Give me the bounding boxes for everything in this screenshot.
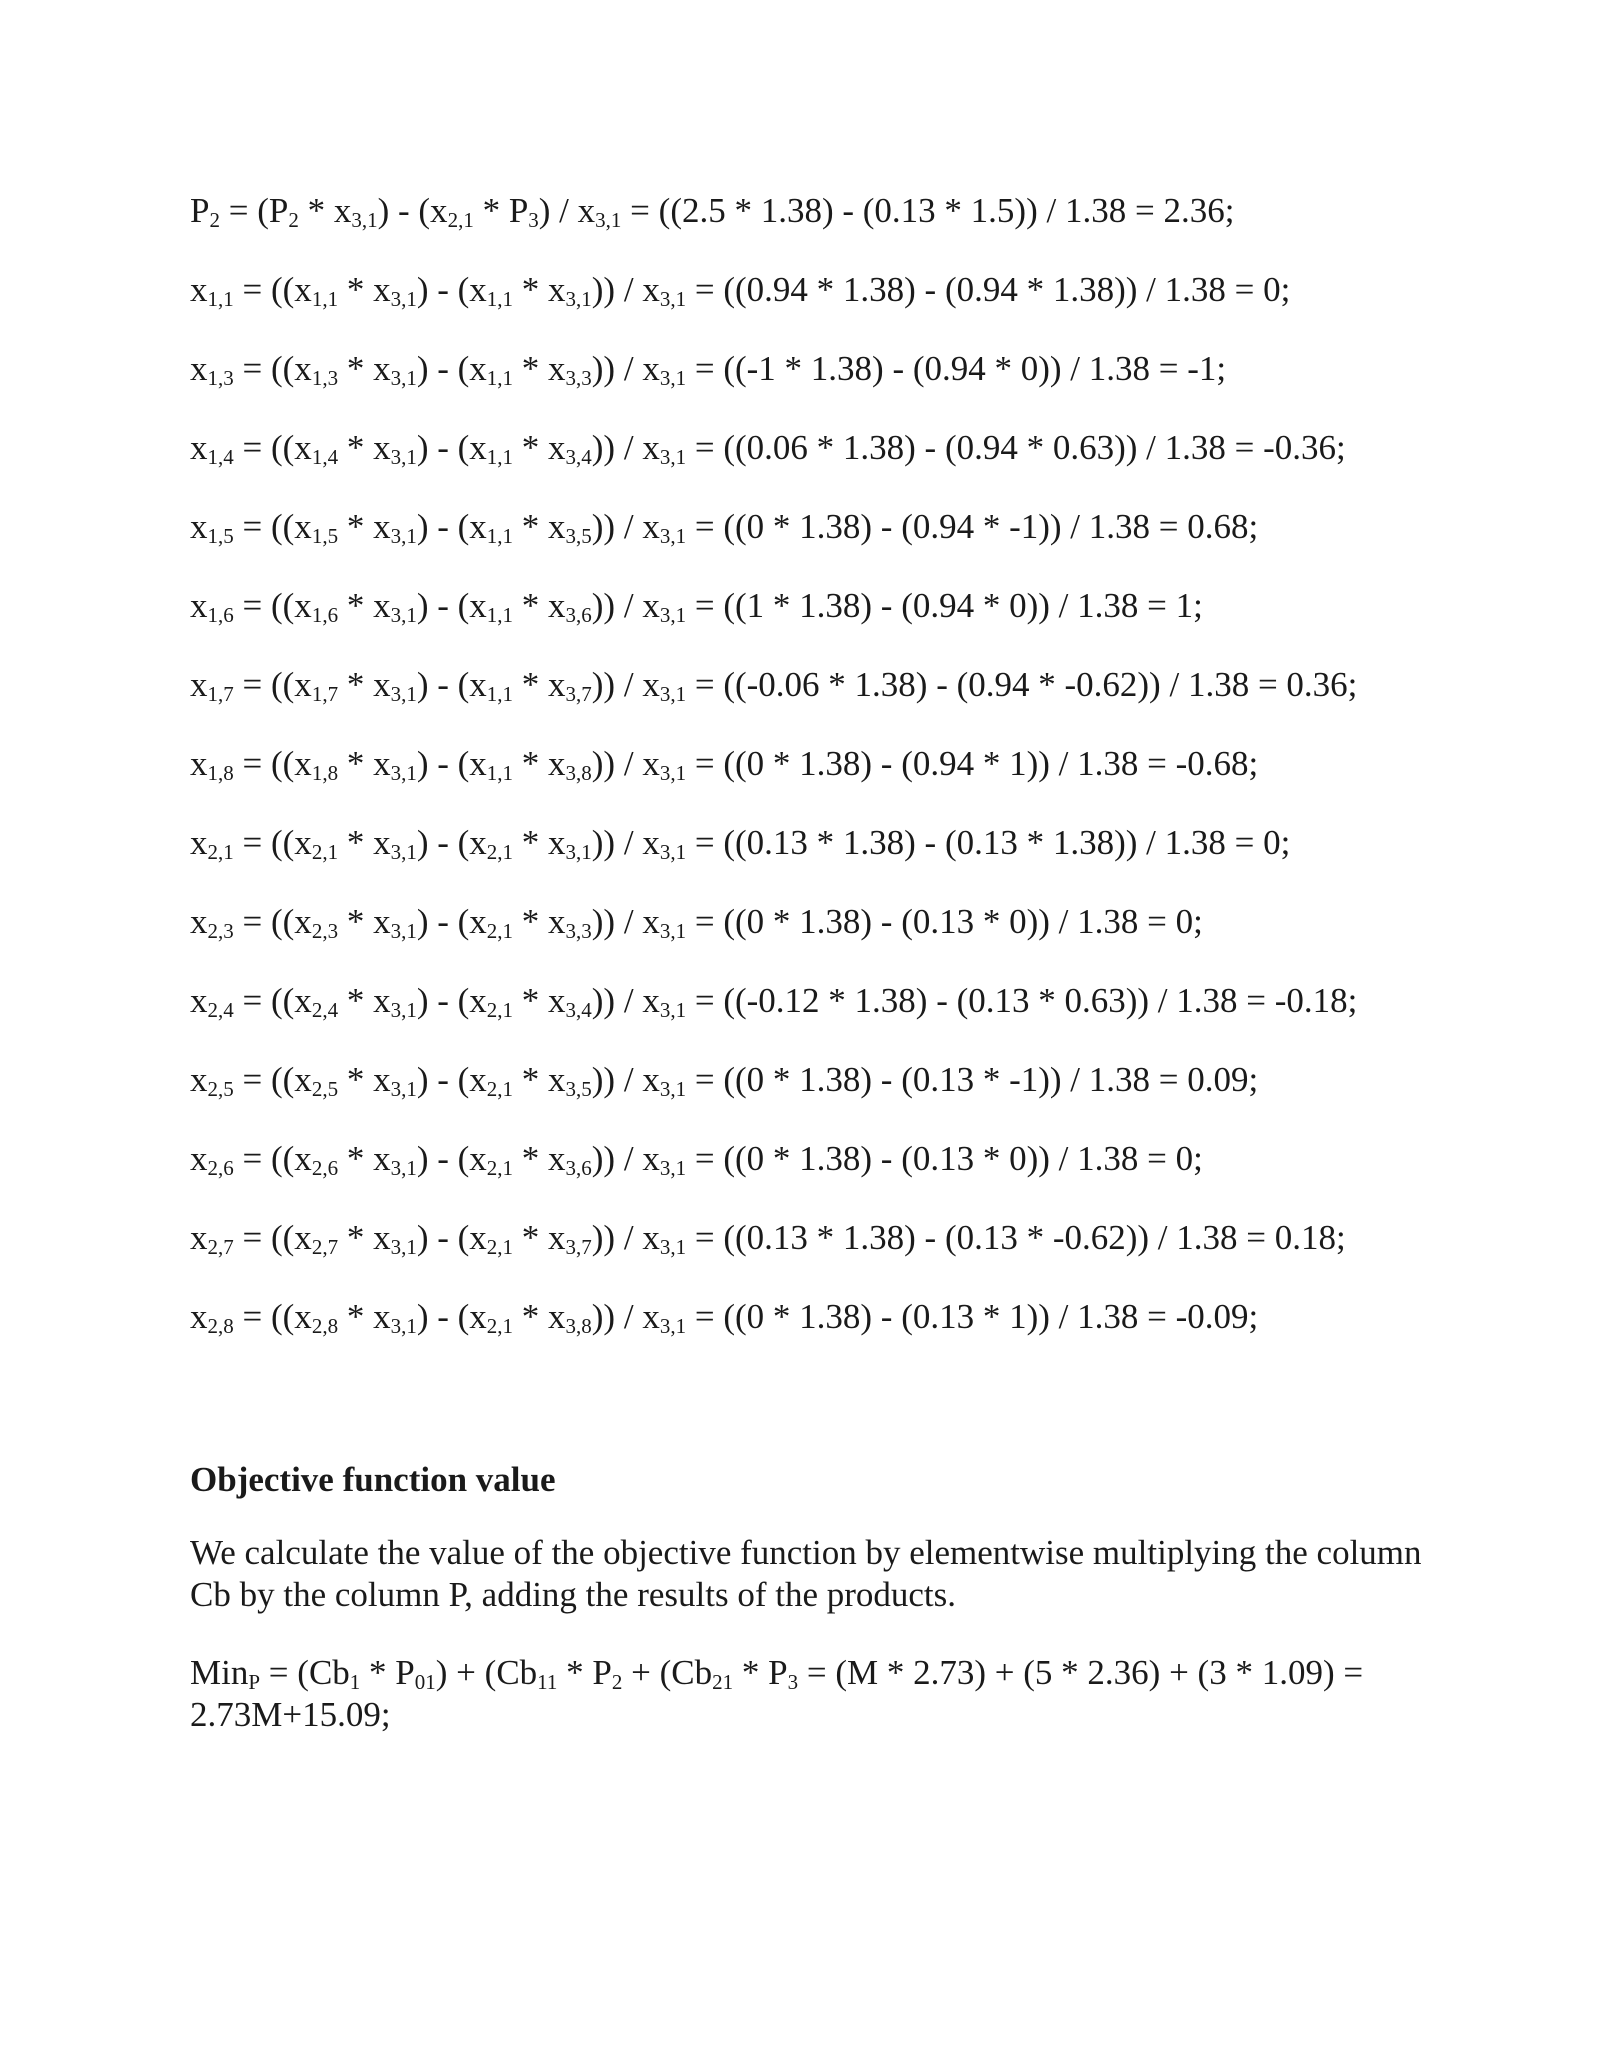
formula-text: ((x	[271, 507, 312, 546]
equation-line	[190, 739, 1450, 818]
formula-text: )) / x	[591, 665, 660, 704]
lhs-variable: x	[190, 1297, 208, 1336]
equals-sign: =	[233, 981, 271, 1020]
formula-text: * P	[360, 1653, 415, 1692]
objective-formula	[190, 1652, 1450, 1736]
numeric-result: = ((0 * 1.38) - (0.94 * -1)) / 1.38 = 0.68;	[686, 507, 1259, 546]
equation-line	[190, 897, 1450, 976]
formula-subscript: 2,7	[311, 1235, 339, 1259]
equals-sign: =	[233, 1297, 271, 1336]
formula-subscript: 2,1	[447, 208, 474, 232]
formula-text: (P	[257, 191, 289, 230]
formula-subscript: 3,1	[390, 919, 417, 943]
formula-text: * x	[513, 902, 566, 941]
equals-sign: =	[233, 507, 271, 546]
formula-subscript: 2,8	[311, 1314, 339, 1338]
formula-text: ((x	[271, 823, 312, 862]
formula-subscript: 2,1	[486, 919, 514, 943]
formula-subscript: 1,1	[486, 761, 514, 785]
formula-text: ((x	[271, 1060, 312, 1099]
formula-text: * x	[338, 1297, 391, 1336]
formula-text: = (M * 2.73) + (5 * 2.36) + (3 * 1.09) = 2.73M+15.09;	[190, 1653, 1364, 1734]
equation-line	[190, 976, 1450, 1055]
formula-subscript: 2,5	[311, 1077, 339, 1101]
formula-text: ) - (x	[416, 665, 487, 704]
formula-text: * x	[513, 586, 566, 625]
formula-text: * x	[338, 507, 391, 546]
formula-subscript: 3,1	[390, 524, 417, 548]
formula-subscript: 3,1	[659, 840, 687, 864]
formula-text: ((x	[271, 586, 312, 625]
lhs-subscript: 2	[209, 208, 220, 232]
formula-subscript: 3,5	[565, 1077, 592, 1101]
formula-subscript: 3,1	[390, 603, 417, 627]
formula-text: * x	[513, 270, 566, 309]
formula-subscript: 3,1	[565, 840, 592, 864]
formula-text: ) - (x	[416, 823, 487, 862]
formula-text: * x	[338, 1218, 391, 1257]
formula-subscript: 3,1	[390, 445, 417, 469]
formula-text: )) / x	[591, 1139, 660, 1178]
formula-subscript: 11	[537, 1670, 558, 1694]
lhs-variable: x	[190, 1139, 208, 1178]
equals-sign: =	[233, 823, 271, 862]
formula-text: )) / x	[591, 507, 660, 546]
formula-text: ) + (Cb	[435, 1653, 538, 1692]
formula-subscript: 1,1	[311, 287, 339, 311]
formula-text: * x	[513, 744, 566, 783]
lhs-subscript: 2,5	[207, 1077, 234, 1101]
numeric-result: = ((1 * 1.38) - (0.94 * 0)) / 1.38 = 1;	[686, 586, 1203, 625]
numeric-result: = ((-1 * 1.38) - (0.94 * 0)) / 1.38 = -1;	[686, 349, 1227, 388]
numeric-result: = ((-0.12 * 1.38) - (0.13 * 0.63)) / 1.38 = -0.18;	[686, 981, 1358, 1020]
formula-subscript: 2,1	[486, 840, 514, 864]
formula-subscript: 1,1	[486, 445, 514, 469]
formula-text: )) / x	[591, 270, 660, 309]
formula-subscript: 3,1	[390, 1314, 417, 1338]
lhs-variable: x	[190, 1060, 208, 1099]
equals-sign: =	[219, 191, 258, 230]
formula-text: * x	[513, 981, 566, 1020]
formula-subscript: 3,1	[659, 1235, 687, 1259]
formula-subscript: 3,4	[565, 445, 592, 469]
numeric-result: = ((0 * 1.38) - (0.13 * 0)) / 1.38 = 0;	[686, 902, 1203, 941]
formula-text: )) / x	[591, 823, 660, 862]
formula-subscript: 1,4	[311, 445, 339, 469]
section-heading: Objective function value	[190, 1460, 556, 1499]
formula-subscript: 3,1	[390, 287, 417, 311]
equation-line	[190, 265, 1450, 344]
lhs-variable: x	[190, 586, 208, 625]
formula-text: * P	[473, 191, 529, 230]
formula-text: ((x	[271, 902, 312, 941]
equals-sign: =	[233, 1060, 271, 1099]
formula-subscript: 3,6	[565, 603, 592, 627]
formula-subscript: 3,1	[390, 761, 417, 785]
formula-subscript: 1,6	[311, 603, 339, 627]
formula-text: * x	[513, 428, 566, 467]
formula-subscript: 3,1	[390, 682, 417, 706]
lhs-variable: x	[190, 665, 208, 704]
formula-subscript: 3,4	[565, 998, 592, 1022]
formula-subscript: 3,1	[595, 208, 622, 232]
formula-subscript: 2	[288, 208, 299, 232]
lhs-variable: x	[190, 744, 208, 783]
equation-line	[190, 818, 1450, 897]
lhs-variable: x	[190, 981, 208, 1020]
equation-list	[190, 186, 1450, 1371]
formula-subscript: 3,1	[659, 366, 687, 390]
formula-subscript: 2,3	[311, 919, 339, 943]
equation-line	[190, 1134, 1450, 1213]
formula-subscript: 3,1	[390, 840, 417, 864]
formula-text: * x	[338, 665, 391, 704]
formula-subscript: 3,7	[565, 1235, 592, 1259]
formula-text: ) - (x	[416, 586, 487, 625]
formula-text: ((x	[271, 1297, 312, 1336]
formula-text: ) - (x	[416, 428, 487, 467]
formula-subscript: 1,1	[486, 682, 514, 706]
lhs-subscript: 2,8	[207, 1314, 234, 1338]
lhs-variable: x	[190, 823, 208, 862]
formula-text: * x	[338, 1060, 391, 1099]
formula-text: ) - (x	[416, 902, 487, 941]
formula-subscript: 2	[611, 1670, 623, 1694]
numeric-result: = ((0.06 * 1.38) - (0.94 * 0.63)) / 1.38 = -0.36;	[686, 428, 1346, 467]
formula-text: )) / x	[591, 744, 660, 783]
formula-text: ) - (x	[416, 981, 487, 1020]
formula-subscript: 3,1	[659, 998, 687, 1022]
lhs-variable: x	[190, 428, 208, 467]
formula-subscript: 1,1	[486, 287, 514, 311]
formula-subscript: 3,1	[659, 603, 687, 627]
formula-subscript: 3,1	[659, 1156, 687, 1180]
lhs-subscript: 2,6	[207, 1156, 234, 1180]
formula-subscript: 3,7	[565, 682, 592, 706]
formula-text: * x	[338, 744, 391, 783]
formula-text: * P	[557, 1653, 612, 1692]
formula-text: * x	[338, 270, 391, 309]
lhs-subscript: 1,6	[207, 603, 234, 627]
lhs-variable: x	[190, 270, 208, 309]
formula-subscript: 3,1	[659, 682, 687, 706]
lhs-subscript: 1,4	[207, 445, 234, 469]
formula-text: * x	[513, 823, 566, 862]
equals-sign: =	[233, 349, 271, 388]
formula-text: ((x	[271, 665, 312, 704]
formula-subscript: 2,1	[486, 1077, 514, 1101]
formula-subscript: 1,1	[486, 603, 514, 627]
equation-line	[190, 1055, 1450, 1134]
formula-text: = (Cb	[260, 1653, 350, 1692]
formula-subscript: 1,3	[311, 366, 339, 390]
formula-text: + (Cb	[622, 1653, 713, 1692]
formula-text: * x	[338, 902, 391, 941]
formula-subscript: 01	[414, 1670, 436, 1694]
equation-line	[190, 1213, 1450, 1292]
numeric-result: = ((0.94 * 1.38) - (0.94 * 1.38)) / 1.38 = 0;	[686, 270, 1291, 309]
formula-subscript: 3,1	[351, 208, 378, 232]
formula-text: * x	[338, 349, 391, 388]
formula-text: ((x	[271, 428, 312, 467]
formula-text: * x	[338, 981, 391, 1020]
lhs-subscript: 2,7	[207, 1235, 234, 1259]
equation-line	[190, 502, 1450, 581]
formula-text: * x	[513, 1060, 566, 1099]
lhs-subscript: 2,3	[207, 919, 234, 943]
formula-subscript: 3,1	[659, 524, 687, 548]
equals-sign: =	[233, 428, 271, 467]
description-paragraph: We calculate the value of the objective function by elementwise multiplying the column Cb by the column P, adding the results of the products.	[190, 1533, 1422, 1614]
lhs-subscript: 1,5	[207, 524, 234, 548]
lhs-subscript: 1,1	[207, 287, 234, 311]
formula-subscript: 2,1	[486, 998, 514, 1022]
equals-sign: =	[233, 270, 271, 309]
formula-subscript: 3,1	[659, 287, 687, 311]
formula-text: ((x	[271, 349, 312, 388]
formula-subscript: 1,1	[486, 366, 514, 390]
lhs-variable: x	[190, 349, 208, 388]
lhs-subscript: 2,1	[207, 840, 234, 864]
formula-text: * x	[338, 586, 391, 625]
formula-text: ((x	[271, 744, 312, 783]
formula-text: )) / x	[591, 586, 660, 625]
lhs-variable: x	[190, 507, 208, 546]
equation-line	[190, 660, 1450, 739]
formula-text: * x	[513, 1297, 566, 1336]
formula-text: Min	[190, 1653, 249, 1692]
equation-line	[190, 1292, 1450, 1371]
formula-text: * x	[338, 823, 391, 862]
formula-text: ) - (x	[416, 349, 487, 388]
formula-subscript: 3,1	[390, 1235, 417, 1259]
numeric-result: = ((0 * 1.38) - (0.13 * -1)) / 1.38 = 0.09;	[686, 1060, 1259, 1099]
equals-sign: =	[233, 665, 271, 704]
equation-line	[190, 423, 1450, 502]
numeric-result: = ((0 * 1.38) - (0.13 * 1)) / 1.38 = -0.09;	[686, 1297, 1259, 1336]
formula-text: ) - (x	[416, 744, 487, 783]
lhs-subscript: 2,4	[207, 998, 234, 1022]
equals-sign: =	[233, 1218, 271, 1257]
formula-subscript: 2,1	[486, 1156, 514, 1180]
formula-text: * x	[513, 1218, 566, 1257]
formula-text: ((x	[271, 270, 312, 309]
formula-subscript: 3,3	[565, 366, 592, 390]
formula-subscript: 3,1	[659, 919, 687, 943]
formula-subscript: 2,4	[311, 998, 339, 1022]
formula-subscript: P	[248, 1670, 261, 1694]
numeric-result: = ((0.13 * 1.38) - (0.13 * 1.38)) / 1.38 = 0;	[686, 823, 1291, 862]
formula-subscript: 3	[528, 208, 539, 232]
formula-text: ) - (x	[416, 1060, 487, 1099]
formula-text: * x	[513, 1139, 566, 1178]
formula-subscript: 1,1	[486, 524, 514, 548]
lhs-variable: P	[190, 191, 210, 230]
formula-subscript: 1,8	[311, 761, 339, 785]
formula-text: ) - (x	[416, 1139, 487, 1178]
lhs-subscript: 1,3	[207, 366, 234, 390]
formula-subscript: 2,1	[486, 1314, 514, 1338]
objective-section	[190, 1455, 1450, 1772]
formula-text: * x	[338, 428, 391, 467]
formula-subscript: 3,1	[390, 1077, 417, 1101]
formula-subscript: 2,6	[311, 1156, 339, 1180]
formula-subscript: 3,6	[565, 1156, 592, 1180]
formula-subscript: 3,1	[659, 445, 687, 469]
formula-text: )) / x	[591, 428, 660, 467]
numeric-result: = ((0 * 1.38) - (0.94 * 1)) / 1.38 = -0.68;	[686, 744, 1259, 783]
formula-text: ) - (x	[416, 1218, 487, 1257]
formula-text: ) - (x	[416, 1297, 487, 1336]
formula-text: ) / x	[538, 191, 596, 230]
lhs-variable: x	[190, 1218, 208, 1257]
lhs-subscript: 1,8	[207, 761, 234, 785]
formula-text: ) - (x	[416, 270, 487, 309]
formula-text: * x	[298, 191, 352, 230]
formula-subscript: 2,1	[311, 840, 339, 864]
formula-subscript: 3,8	[565, 1314, 592, 1338]
formula-text: )) / x	[591, 1060, 660, 1099]
formula-text: ) - (x	[416, 507, 487, 546]
formula-subscript: 3,1	[659, 1314, 687, 1338]
formula-text: * P	[733, 1653, 788, 1692]
numeric-result: = ((0 * 1.38) - (0.13 * 0)) / 1.38 = 0;	[686, 1139, 1203, 1178]
equals-sign: =	[233, 586, 271, 625]
lhs-subscript: 1,7	[207, 682, 234, 706]
formula-subscript: 1	[349, 1670, 361, 1694]
formula-subscript: 3,1	[390, 1156, 417, 1180]
formula-subscript: 3,1	[659, 1077, 687, 1101]
formula-text: )) / x	[591, 902, 660, 941]
formula-text: ((x	[271, 1218, 312, 1257]
numeric-result: = ((-0.06 * 1.38) - (0.94 * -0.62)) / 1.38 = 0.36;	[686, 665, 1358, 704]
formula-subscript: 3,1	[390, 366, 417, 390]
formula-text: ) - (x	[377, 191, 448, 230]
formula-text: * x	[513, 507, 566, 546]
equation-line	[190, 344, 1450, 423]
formula-text: )) / x	[591, 981, 660, 1020]
numeric-result: = ((2.5 * 1.38) - (0.13 * 1.5)) / 1.38 = 2.36;	[621, 191, 1235, 230]
equals-sign: =	[233, 902, 271, 941]
formula-subscript: 3,1	[390, 998, 417, 1022]
formula-text: ((x	[271, 1139, 312, 1178]
formula-text: )) / x	[591, 1297, 660, 1336]
formula-subscript: 3	[787, 1670, 799, 1694]
equation-line	[190, 581, 1450, 660]
formula-subscript: 3,5	[565, 524, 592, 548]
equals-sign: =	[233, 1139, 271, 1178]
equals-sign: =	[233, 744, 271, 783]
formula-subscript: 3,3	[565, 919, 592, 943]
formula-subscript: 21	[712, 1670, 734, 1694]
formula-text: * x	[513, 665, 566, 704]
formula-subscript: 3,1	[565, 287, 592, 311]
formula-subscript: 3,8	[565, 761, 592, 785]
formula-subscript: 1,7	[311, 682, 339, 706]
formula-text: ((x	[271, 981, 312, 1020]
formula-text: )) / x	[591, 349, 660, 388]
numeric-result: = ((0.13 * 1.38) - (0.13 * -0.62)) / 1.38 = 0.18;	[686, 1218, 1346, 1257]
lhs-variable: x	[190, 902, 208, 941]
formula-subscript: 2,1	[486, 1235, 514, 1259]
formula-subscript: 1,5	[311, 524, 339, 548]
formula-text: * x	[513, 349, 566, 388]
equation-line	[190, 186, 1450, 265]
formula-text: )) / x	[591, 1218, 660, 1257]
formula-subscript: 3,1	[659, 761, 687, 785]
formula-text: * x	[338, 1139, 391, 1178]
